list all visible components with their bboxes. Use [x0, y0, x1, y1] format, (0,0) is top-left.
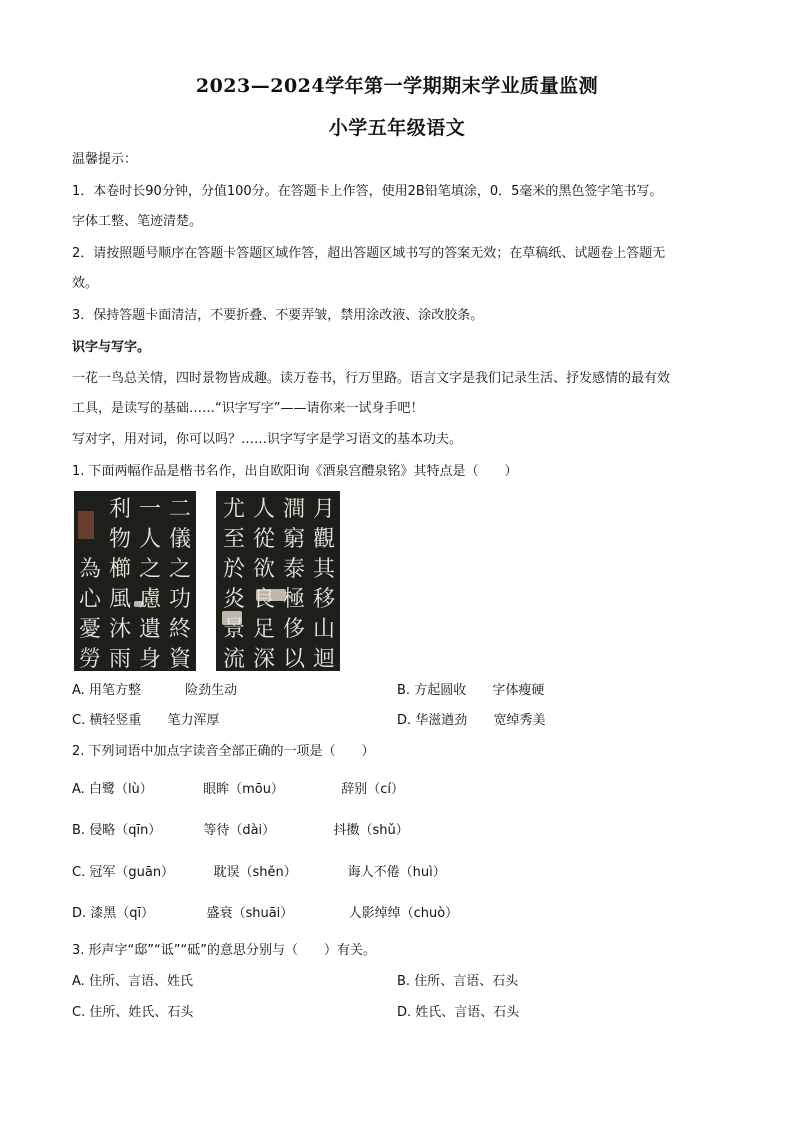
calligraphy-character: 欲: [252, 557, 275, 582]
q2-option-d[interactable]: [72, 905, 458, 923]
calligraphy-character: 沐: [108, 617, 131, 642]
calligraphy-col: [106, 495, 134, 671]
option-text: 用笔方整: [88, 683, 141, 698]
calligraphy-col: [250, 495, 278, 671]
option-text: 宽绰秀美: [493, 713, 546, 728]
calligraphy-character: 為: [78, 557, 101, 582]
option-word: 耽误（shěn）: [213, 865, 297, 880]
option-text: 险劲生动: [185, 683, 238, 698]
option-key: D.: [397, 1005, 412, 1020]
calligraphy-character: 泰: [282, 557, 305, 582]
option-word: 人影绰绰（chuò）: [348, 906, 459, 921]
calligraphy-character: 至: [222, 527, 245, 552]
option-word: 侵略（qīn）: [89, 823, 162, 838]
calligraphy-character: 功: [168, 587, 191, 612]
calligraphy-col: [76, 555, 104, 671]
calligraphy-character: 以: [282, 647, 305, 671]
q3-stem: 3. 形声字“邸”“诋”“砥”的意思分别与（ ）有关。: [72, 943, 376, 958]
calligraphy-character: 人: [138, 527, 161, 552]
calligraphy-character: 景: [222, 617, 245, 642]
calligraphy-character: 之: [168, 557, 191, 582]
option-text: 字体瘦硬: [492, 683, 545, 698]
option-word: 眼眸（mōu）: [203, 782, 284, 797]
calligraphy-character: 物: [108, 527, 131, 552]
tips-header: 温馨提示：: [72, 152, 138, 167]
option-text: 住所、姓氏、石头: [89, 1005, 194, 1020]
calligraphy-character: 迴: [312, 647, 335, 671]
option-word: 冠军（guān）: [89, 865, 175, 880]
option-word: 等待（dài）: [203, 823, 276, 838]
calligraphy-character: 深: [252, 647, 275, 671]
calligraphy-character: 窮: [282, 527, 305, 552]
calligraphy-character: 從: [252, 527, 275, 552]
option-key: C.: [72, 713, 86, 728]
calligraphy-character: 憂: [78, 617, 101, 642]
tip-1: 1．本卷时长90分钟，分值100分。在答题卡上作答，使用2B铅笔填涂，0．5毫米的黑色签字笔书写。: [72, 184, 663, 199]
calligraphy-character: 儀: [168, 527, 191, 552]
option-text: 方起圆收: [414, 683, 467, 698]
option-word: 盛衰（shuāi）: [206, 906, 294, 921]
calligraphy-character: 月: [312, 497, 335, 522]
calligraphy-character: 其: [312, 557, 335, 582]
option-key: C.: [72, 865, 86, 880]
calligraphy-character: 風: [108, 587, 131, 612]
option-word: 白鹭（lù）: [88, 782, 153, 797]
calligraphy-character: 澗: [282, 497, 305, 522]
option-key: B.: [397, 683, 411, 698]
section-intro-2: 工具，是读写的基础……“识字写字”——请你来一试身手吧！: [72, 401, 424, 416]
calligraphy-character: 足: [252, 617, 275, 642]
option-key: B.: [72, 823, 86, 838]
calligraphy-image-right: [216, 491, 340, 671]
calligraphy-character: 良: [252, 587, 275, 612]
option-text: 姓氏、言语、石头: [415, 1005, 520, 1020]
option-key: A.: [72, 974, 85, 989]
tip-2-cont: 效。: [72, 276, 99, 291]
calligraphy-col: [166, 495, 194, 671]
q1-option-c[interactable]: [72, 712, 220, 730]
calligraphy-character: 雨: [108, 647, 131, 671]
option-text: 横轻竖重: [89, 713, 142, 728]
exam-subtitle: 小学五年级语文: [328, 117, 466, 139]
option-text: 华滋遒劲: [415, 713, 468, 728]
option-text: 笔力浑厚: [167, 713, 220, 728]
q2-option-c[interactable]: [72, 864, 446, 882]
tip-3: 3．保持答题卡面清洁，不要折叠、不要弄皱，禁用涂改液、涂改胶条。: [72, 308, 484, 323]
option-key: A.: [72, 782, 85, 797]
q2-stem: 2. 下列词语中加点字读音全部正确的一项是（ ）: [72, 744, 375, 759]
calligraphy-character: 利: [108, 497, 131, 522]
option-text: 住所、言语、石头: [414, 974, 519, 989]
calligraphy-character: 之: [138, 557, 161, 582]
calligraphy-character: 慮: [138, 587, 161, 612]
section-heading: 识字与写字。: [72, 340, 151, 355]
calligraphy-character: 流: [222, 647, 245, 671]
calligraphy-character: 炎: [222, 587, 245, 612]
calligraphy-col: [220, 495, 248, 671]
option-word: 漆黑（qī）: [90, 906, 155, 921]
option-key: C.: [72, 1005, 86, 1020]
calligraphy-character: 侈: [282, 617, 305, 642]
option-word: 诲人不倦（huì）: [347, 865, 446, 880]
calligraphy-character: 二: [168, 497, 191, 522]
calligraphy-character: 極: [282, 587, 305, 612]
calligraphy-character: 一: [138, 497, 161, 522]
calligraphy-character: 山: [312, 617, 335, 642]
calligraphy-character: 資: [168, 647, 191, 671]
calligraphy-character: 終: [168, 617, 191, 642]
calligraphy-character: 櫛: [108, 557, 131, 582]
q3-option-c[interactable]: [72, 1004, 193, 1022]
option-key: B.: [397, 974, 411, 989]
option-text: 住所、言语、姓氏: [88, 974, 193, 989]
calligraphy-image-left: [74, 491, 196, 671]
calligraphy-col: [280, 495, 308, 671]
option-key: D.: [397, 713, 412, 728]
q1-option-a[interactable]: [72, 682, 237, 700]
calligraphy-character: 遺: [138, 617, 161, 642]
q3-option-a[interactable]: [72, 973, 193, 991]
exam-title: 2023—2024学年第一学期期末学业质量监测: [195, 75, 599, 97]
calligraphy-col: [136, 495, 164, 671]
calligraphy-character: 人: [252, 497, 275, 522]
q1-stem: 1. 下面两幅作品是楷书名作，出自欧阳询《酒泉宫醴泉铭》其特点是（ ）: [72, 464, 518, 479]
calligraphy-col: [310, 495, 338, 671]
option-word: 辞别（cí）: [341, 782, 404, 797]
seal-stamp: [78, 511, 94, 539]
q1-option-b[interactable]: [397, 682, 544, 700]
calligraphy-character: 觀: [312, 527, 335, 552]
calligraphy-character: 於: [222, 557, 245, 582]
q3-option-d[interactable]: [397, 1004, 519, 1022]
section-intro-3: 写对字，用对词，你可以吗？……识字写字是学习语文的基本功夫。: [72, 432, 463, 447]
tip-1-cont: 字体工整、笔迹清楚。: [72, 214, 203, 229]
q3-option-b[interactable]: [397, 973, 518, 991]
section-intro-1: 一花一鸟总关情，四时景物皆成趣。读万卷书，行万里路。语言文字是我们记录生活、抒发感情的最有效: [72, 371, 671, 386]
calligraphy-character: 心: [78, 587, 101, 612]
calligraphy-character: 移: [312, 587, 335, 612]
option-key: D.: [72, 906, 87, 921]
tip-2: 2．请按照题号顺序在答题卡答题区域作答，超出答题区域书写的答案无效；在草稿纸、试题卷上答题无: [72, 246, 666, 261]
q1-option-d[interactable]: [397, 712, 545, 730]
option-word: 抖擞（shǔ）: [333, 823, 409, 838]
q2-option-a[interactable]: [72, 781, 404, 799]
calligraphy-character: 身: [138, 647, 161, 671]
calligraphy-character: 尤: [222, 497, 245, 522]
option-key: A.: [72, 683, 85, 698]
calligraphy-character: 勞: [78, 647, 101, 671]
q2-option-b[interactable]: [72, 822, 409, 840]
